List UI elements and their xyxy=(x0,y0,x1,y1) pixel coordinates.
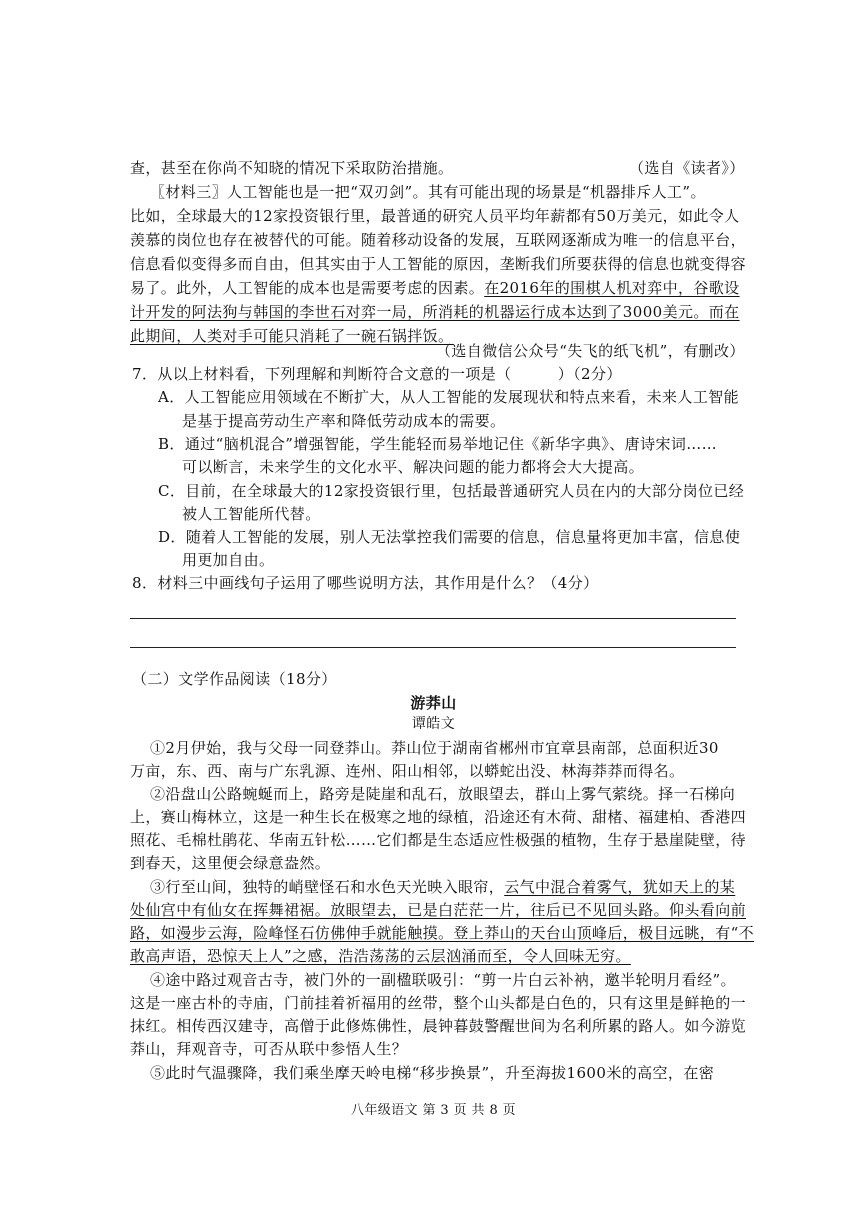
paragraph-4-line-3: 抹红。相传西汉建寺，高僧于此修炼佛性，晨钟暮鼓警醒世间为名利所累的路人。如今游览 xyxy=(130,1017,747,1035)
passage-title: 游莽山 xyxy=(410,694,457,712)
paragraph-1-line-2: 万亩，东、西、南与广东乳源、连州、阳山相邻，以蟒蛇出没、林海莽莽而得名。 xyxy=(130,762,685,780)
paragraph-2-line-1: ②沿盘山公路蜿蜒而上，路旁是陡崖和乱石，放眼望去，群山上雾气萦绕。择一石梯向 xyxy=(150,785,736,803)
q7-option-d-line-2: 用更加自由。 xyxy=(182,551,275,569)
material3-line-5-plain: 易了。此外，人工智能的成本也是需要考虑的因素。 xyxy=(130,279,485,297)
q7-option-b-line-1: B．通过“脑机混合”增强智能，学生能轻而易举地记住《新华字典》、唐诗宋词…… xyxy=(158,435,718,453)
material3-source: （选自微信公众号“失飞的纸飞机”，有删改） xyxy=(436,342,745,360)
q7-stem: 7．从以上材料看，下列理解和判断符合文意的一项是（ ）（2分） xyxy=(132,365,622,383)
paragraph-5-line-1: ⑤此时气温骤降，我们乘坐摩天岭电梯“移步换景”，升至海拔1600米的高空，在密 xyxy=(150,1064,715,1082)
paragraph-3-line-1 xyxy=(150,876,735,898)
q7-option-a-line-1: A．人工智能应用领域在不断扩大，从人工智能的发展现状和特点来看，未来人工智能 xyxy=(158,388,740,406)
q7-option-c-line-2: 被人工智能所代替。 xyxy=(182,505,321,523)
passage-author: 谭皓文 xyxy=(411,716,456,732)
q8-answer-line-1[interactable] xyxy=(130,618,736,619)
material2-source: （选自《读者》） xyxy=(629,159,745,177)
q7-option-c-line-1: C．目前，在全球最大的12家投资银行里，包括最普通研究人员在内的大部分岗位已经 xyxy=(158,482,745,500)
underlined-sentence-part-2: 计开发的阿法狗与韩国的李世石对弈一局，所消耗的机器运行成本达到了3000美元。而在 xyxy=(130,303,740,321)
section2-heading: （二）文学作品阅读（18分） xyxy=(132,670,337,688)
paragraph-3-line-3: 路，如漫步云海，险峰怪石仿佛伸手就能触摸。登上莽山的天台山顶峰后，极目远眺，有“不 xyxy=(130,924,755,942)
paragraph-3-line-4: 敢高声语，恐惊天上人”之感，浩浩荡荡的云层汹涌而至，令人回味无穷。 xyxy=(130,947,631,965)
material3-line-5 xyxy=(130,277,740,299)
material3-line-1: 〖材料三〗人工智能也是一把“双刃剑”。其有可能出现的场景是“机器排斥人工”。 xyxy=(150,183,706,201)
q8-answer-line-2[interactable] xyxy=(130,647,736,648)
q7-option-b-line-2: 可以断言，未来学生的文化水平、解决问题的能力都将会大大提高。 xyxy=(182,458,645,476)
paragraph-3-line-1-plain: ③行至山间，独特的峭壁怪石和水色天光映入眼帘， xyxy=(150,878,505,896)
material3-line-2: 比如，全球最大的12家投资银行里，最普通的研究人员平均年薪都有50万美元，如此令人 xyxy=(130,207,740,225)
paragraph-3-line-2: 处仙宫中有仙女在挥舞裙裾。放眼望去，已是白茫茫一片，往后已不见回头路。仰头看向前 xyxy=(130,901,747,919)
paragraph-4-line-4: 莽山，拜观音寺，可否从联中参悟人生？ xyxy=(130,1040,408,1058)
paragraph-2-line-3: 照花、毛棉杜鹃花、华南五针松……它们都是生态适应性极强的植物，生存于悬崖陡壁，待 xyxy=(130,831,747,849)
paragraph-4-line-2: 这是一座古朴的寺庙，门前挂着祈福用的丝带，整个山头都是白色的，只有这里是鲜艳的一 xyxy=(130,994,747,1012)
q7-option-a-line-2: 是基于提高劳动生产率和降低劳动成本的需要。 xyxy=(182,412,506,430)
q7-option-d-line-1: D．随着人工智能的发展，别人无法掌控我们需要的信息，信息量将更加丰富，信息使 xyxy=(158,528,741,546)
paragraph-4-line-1: ④途中路过观音古寺，被门外的一副楹联吸引：“剪一片白云补衲，邀半轮明月看经”。 xyxy=(150,971,736,989)
material3-line-4: 信息看似变得多而自由，但其实由于人工智能的原因，垄断我们所要获得的信息也就变得容 xyxy=(130,255,747,273)
underlined-sentence-part-3: 此期间，人类对手可能只消耗了一碗石锅拌饭。 xyxy=(130,327,454,345)
material3-line-3: 羡慕的岗位也存在被替代的可能。随着移动设备的发展，互联网逐渐成为唯一的信息平台， xyxy=(130,231,747,249)
paragraph-2-line-2: 上，赛山梅林立，这是一种生长在极寒之地的绿植，沿途还有木荷、甜楮、福建柏、香港四 xyxy=(130,808,747,826)
material2-last-line: 查，甚至在你尚不知晓的情况下采取防治措施。 xyxy=(130,159,454,177)
q8-stem: 8．材料三中画线句子运用了哪些说明方法，其作用是什么？（4分） xyxy=(132,574,599,592)
paragraph-3-underlined-start: 云气中混合着雾气，犹如天上的某 xyxy=(504,878,736,896)
paragraph-2-line-4: 到春天，这里便会绿意盎然。 xyxy=(130,854,331,872)
underlined-sentence-part-1: 在2016年的围棋人机对弈中，谷歌设 xyxy=(484,279,740,297)
page-footer: 八年级语文 第 3 页 共 8 页 xyxy=(350,1103,517,1118)
paragraph-1-line-1: ①2月伊始，我与父母一同登莽山。莽山位于湖南省郴州市宜章县南部，总面积近30 xyxy=(150,739,719,757)
